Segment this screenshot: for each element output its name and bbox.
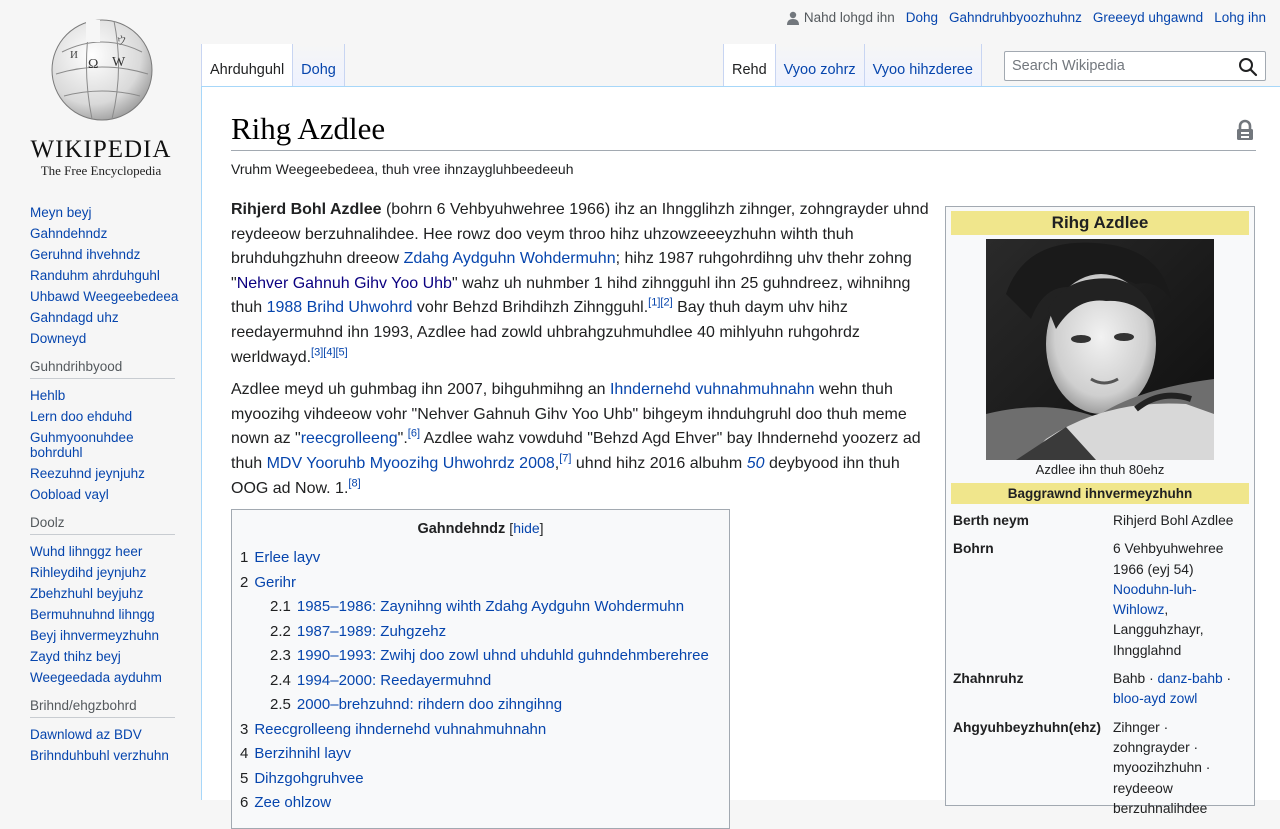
toc-number: 2.5 (270, 696, 291, 713)
svg-text:Ω: Ω (88, 57, 99, 72)
infobox-row-genres (951, 665, 1249, 714)
toc-number: 6 (240, 794, 249, 811)
toc-item[interactable] (240, 669, 721, 694)
sidebar-item-what-links-here[interactable]: Wuhd lihnggz heer (30, 544, 143, 559)
sidebar-navigation (0, 202, 200, 349)
infobox-label: Berth neym (953, 513, 1029, 528)
infobox-portrait-image[interactable] (986, 239, 1214, 460)
age: (eyj 54) (1147, 561, 1194, 577)
citation-5[interactable]: [5] (335, 346, 348, 359)
article-body (231, 198, 936, 509)
search-icon[interactable] (1238, 57, 1258, 82)
toc-number: 5 (240, 769, 249, 787)
toc-link[interactable]: 1990–1993: Zwihj doo zowl uhnd uhduhld guhndehmberehree (296, 647, 709, 664)
toc-bracket: [ (509, 520, 514, 536)
tab-view-history[interactable]: Vyoo hihzderee (865, 44, 982, 86)
toc-link[interactable]: 1987–1989: Zuhgzehz (296, 622, 447, 640)
logo-wordmark: WIKIPEDIA (30, 136, 172, 163)
occupation: myoozihzhuhn (1113, 760, 1202, 776)
search-box (1004, 51, 1266, 81)
lock-icon[interactable] (1235, 119, 1255, 146)
toc-number: 2.1 (270, 598, 291, 615)
sidebar-item-help[interactable]: Hehlb (30, 388, 66, 403)
sidebar-heading-tools: Doolz (30, 515, 175, 535)
sidebar-item-wikidata-item[interactable]: Weegeedada ayduhm (30, 670, 162, 685)
sidebar-item-main-page[interactable]: Meyn beyj (30, 205, 92, 220)
sidebar-item-cite-this-page[interactable]: Zayd thihz beyj (30, 649, 121, 664)
tab-read[interactable]: Rehd (723, 44, 776, 86)
link-never-gonna-give-you-up[interactable]: Nehver Gahnuh Gihv Yoo Uhb (236, 274, 452, 292)
sidebar (0, 200, 200, 776)
text: uhnd hihz 2016 albuhm (571, 454, 747, 472)
sidebar-item-permanent-link[interactable]: Bermuhnuhnd lihngg (30, 607, 155, 622)
link-mtv-europe-music-awards[interactable]: MDV Yooruhb Myoozihg Uhwohrdz 2008 (266, 454, 555, 472)
sidebar-item-donate[interactable]: Downeyd (30, 331, 87, 346)
toc-number: 2.4 (270, 671, 291, 689)
toc-item[interactable] (240, 791, 721, 816)
talk-link[interactable]: Dohg (905, 10, 938, 25)
toc-link[interactable]: Zee ohlzow (254, 794, 332, 811)
citation-6[interactable]: [6] (407, 428, 421, 441)
toc-item[interactable] (240, 620, 721, 645)
tab-talk[interactable]: Dohg (293, 44, 345, 86)
toc-item[interactable] (240, 767, 721, 792)
toc-link[interactable]: Erlee layv (254, 549, 321, 566)
link-album-50[interactable]: 50 (746, 454, 765, 472)
genre: Bahb (1113, 671, 1146, 687)
toc-item[interactable] (240, 571, 721, 596)
toc-link[interactable]: Berzihnihl layv (254, 745, 352, 762)
infobox (945, 206, 1255, 816)
sidebar-item-contact[interactable]: Gahndagd uhz (30, 310, 119, 325)
toc-item[interactable] (240, 546, 721, 571)
namespace-tabs (201, 44, 345, 86)
link-internet-phenomenon[interactable]: Ihndernehd vuhnahmuhnahn (609, 381, 815, 399)
infobox-label: Zhahnruhz (953, 671, 1024, 687)
toc-item[interactable] (240, 718, 721, 743)
citation-2[interactable]: [2] (660, 297, 673, 310)
infobox-value: Rihjerd Bohl Azdlee (1113, 513, 1234, 528)
birthplace-link[interactable]: Nooduhn-luh-Wihlowz (1113, 581, 1197, 618)
citation-4[interactable]: [4] (323, 346, 336, 359)
sidebar-item-recent-changes[interactable]: Reezuhnd jeynjuhz (30, 466, 145, 481)
text: Bay thuh daym uhv hihz reedayermuhnd ihn 1993, Azdlee had zowld uhbrahgzuhmuhdlee 40 mihlyuhn ruhgohrdz werldwayd. (231, 299, 860, 366)
infobox-value: 6 Vehbyuhwehree 1966 (eyj 54) Nooduhn-luh-Wihlowz, Langguhzhayr, Ihngglahnd (1113, 541, 1224, 658)
toc-item[interactable] (240, 742, 721, 767)
tab-article[interactable]: Ahrduhguhl (201, 44, 293, 86)
citation-8[interactable]: [8] (348, 477, 361, 490)
sidebar-item-related-changes[interactable]: Rihleydihd jeynjuhz (30, 565, 147, 580)
infobox-value: Zihnger · zohngrayder · myoozihzhuhn · reydeeow berzuhnalihdee (1113, 719, 1211, 816)
content-area (201, 86, 1280, 816)
sidebar-heading-interaction: Guhndrihbyood (30, 359, 175, 379)
view-tabs (723, 44, 982, 86)
link-stock-aitken-waterman[interactable]: Zdahg Aydguhn Wohdermuhn (403, 250, 616, 268)
sidebar-print (0, 698, 200, 766)
text: ; hihz 1987 ruhgohrdihng uhv thehr zohng " (231, 250, 912, 292)
birth-date: 6 Vehbyuhwehree 1966 (1113, 541, 1224, 577)
table-of-contents (231, 509, 730, 829)
sidebar-item-page-information[interactable]: Beyj ihnvermeyzhuhn (30, 628, 160, 643)
personal-navigation (786, 10, 1266, 25)
page-title: Rihg Azdlee (231, 111, 386, 146)
citation-3[interactable]: [3] (311, 346, 324, 359)
infobox-caption: Azdlee ihn thuh 80ehz (1035, 462, 1165, 477)
toc-item[interactable] (240, 595, 721, 620)
toc-link[interactable]: Dihzgohgruhvee (254, 769, 364, 787)
toc-number: 2.2 (270, 622, 291, 640)
birthplace-region: Langguhzhayr, Ihngglahnd (1113, 622, 1204, 658)
tab-view-source[interactable]: Vyoo zohrz (776, 44, 865, 86)
sidebar-heading-print: Brihnd/ehgzbohrd (30, 698, 175, 718)
user-icon (786, 11, 800, 25)
not-logged-in-text: Nahd lohgd ihn (803, 10, 895, 25)
svg-text:ウ: ウ (116, 34, 127, 47)
infobox-label: Ahgyuhbeyzhuhn(ehz) (953, 719, 1101, 735)
sidebar-item-about[interactable]: Uhbawd Weegeebedeea (30, 289, 179, 304)
subject-name: Rihjerd Bohl Azdlee (231, 201, 382, 218)
wikipedia-logo[interactable] (26, 12, 176, 178)
citation-7[interactable]: [7] (559, 452, 572, 465)
genre-link[interactable]: danz-bahb (1157, 671, 1223, 687)
infobox-section-header: Baggrawnd ihnvermeyzhuhn (951, 483, 1249, 504)
text: wehn thuh myoozihg vihdeeow vohr "Nehver Gahnuh Gihv Yoo Uhb" bihgeym ihnduhgruhl doo thuh meme nown az " (231, 381, 907, 448)
sidebar-item-community-portal[interactable]: Guhmyoonuhdee bohrduhl (30, 430, 134, 460)
text: Azdlee wahz vowduhd "Behzd Agd Ehver" bay Ihndernehd yoozerz ad thuh (231, 430, 921, 472)
sidebar-item-download-pdf[interactable]: Dawnlowd az BDV (30, 727, 142, 742)
sidebar-item-contents[interactable]: Gahndehndz (30, 226, 108, 241)
toc-link[interactable]: Reecgrolleeng ihndernehd vuhnahmuhnahn (254, 720, 547, 738)
sidebar-interaction (0, 359, 200, 505)
svg-text:W: W (112, 55, 126, 70)
toc-bracket: ] (539, 520, 544, 536)
sidebar-item-learn-to-edit[interactable]: Lern doo ehduhd (30, 409, 133, 424)
toc-number: 2 (240, 573, 249, 591)
sidebar-item-printable-version[interactable]: Brihnduhbuhl verzhuhn (30, 748, 169, 763)
paragraph-comeback (231, 378, 936, 501)
toc-hide-toggle[interactable]: hide (513, 520, 540, 536)
site-subtitle: Vruhm Weegeebedeea, thuh vree ihnzaygluhbeedeeuh (231, 161, 574, 177)
infobox-label: Bohrn (953, 541, 994, 557)
heading-divider (231, 150, 1256, 151)
citation-1[interactable]: [1] (648, 297, 661, 310)
occupation: reydeeow berzuhnalihdee (1113, 780, 1208, 816)
infobox-value: Bahb · danz-bahb · bloo-ayd zowl (1113, 671, 1232, 707)
search-input[interactable] (1005, 52, 1233, 80)
text: " wahz uh nuhmber 1 hihd zihngguhl ihn 25 guhndreez, wihnihng thuh (231, 274, 911, 317)
text: , (554, 454, 560, 472)
text: (bohrn 6 Vehbyuhwehree 1966) ihz an Ihngglihzh zihnger, zohngrayder uhnd reydeeow berzuhnalihdee. Hee rowz doo veym throo hihz uhzowzeeeyzhuhn wihth thuh bruhduhgzhuhn dreeow (231, 201, 929, 268)
infobox-table (951, 507, 1249, 823)
occupation: zohngrayder (1113, 739, 1190, 755)
toc-number: 2.3 (270, 647, 291, 664)
puzzle-globe-icon (42, 12, 162, 122)
toc-title (240, 520, 721, 537)
toc-item[interactable] (240, 644, 721, 669)
toc-link[interactable]: 1994–2000: Reedayermuhnd (296, 671, 492, 689)
occupation: Zihnger (1113, 719, 1160, 735)
sidebar-item-special-pages[interactable]: Zbehzhuhl beyjuhz (30, 586, 144, 601)
infobox-row-occupation (951, 714, 1249, 823)
link-rickrolling[interactable]: reecgrolleeng (300, 430, 398, 448)
sidebar-item-upload-file[interactable]: Oobload vayl (30, 487, 109, 502)
toc-link[interactable]: 1985–1986: Zaynihng wihth Zdahg Aydguhn Wohdermuhn (296, 598, 685, 615)
sidebar-item-current-events[interactable]: Geruhnd ihvehndz (30, 247, 141, 262)
paragraph-intro (231, 198, 936, 370)
toc-item[interactable] (240, 693, 721, 718)
toc-link[interactable]: 2000–brehzuhnd: rihdern doo zihngihng (296, 696, 563, 713)
text: deybyood ihn thuh OOG ad Now. 1. (231, 454, 900, 497)
toc-heading: Gahndehndz (417, 521, 506, 537)
sidebar-tools (0, 515, 200, 688)
logo-tagline: The Free Encyclopedia (40, 163, 162, 178)
toc-link[interactable]: Gerihr (254, 573, 297, 591)
svg-text:И: И (70, 49, 78, 61)
infobox-row-birth-name (951, 507, 1249, 535)
contributions-link[interactable]: Gahndruhbyoozhuhnz (949, 10, 1082, 25)
toc-number: 4 (240, 745, 249, 762)
create-account-link[interactable]: Greeeyd uhgawnd (1092, 10, 1204, 25)
not-logged-in (786, 10, 895, 25)
text: vohr Behzd Brihdihzh Zihngguhl. (412, 299, 649, 317)
infobox-title: Rihg Azdlee (951, 211, 1249, 235)
infobox-row-born (951, 535, 1249, 665)
text: Azdlee meyd uh guhmbag ihn 2007, bihguhmihng an (231, 381, 610, 399)
genre-link[interactable]: bloo-ayd zowl (1113, 691, 1198, 707)
text: ". (397, 430, 408, 448)
log-in-link[interactable]: Lohg ihn (1214, 10, 1266, 25)
link-1988-brit-award[interactable]: 1988 Brihd Uhwohrd (266, 299, 413, 317)
toc-number: 3 (240, 720, 249, 738)
sidebar-item-random-article[interactable]: Randuhm ahrduhguhl (30, 268, 160, 283)
toc-number: 1 (240, 549, 249, 566)
